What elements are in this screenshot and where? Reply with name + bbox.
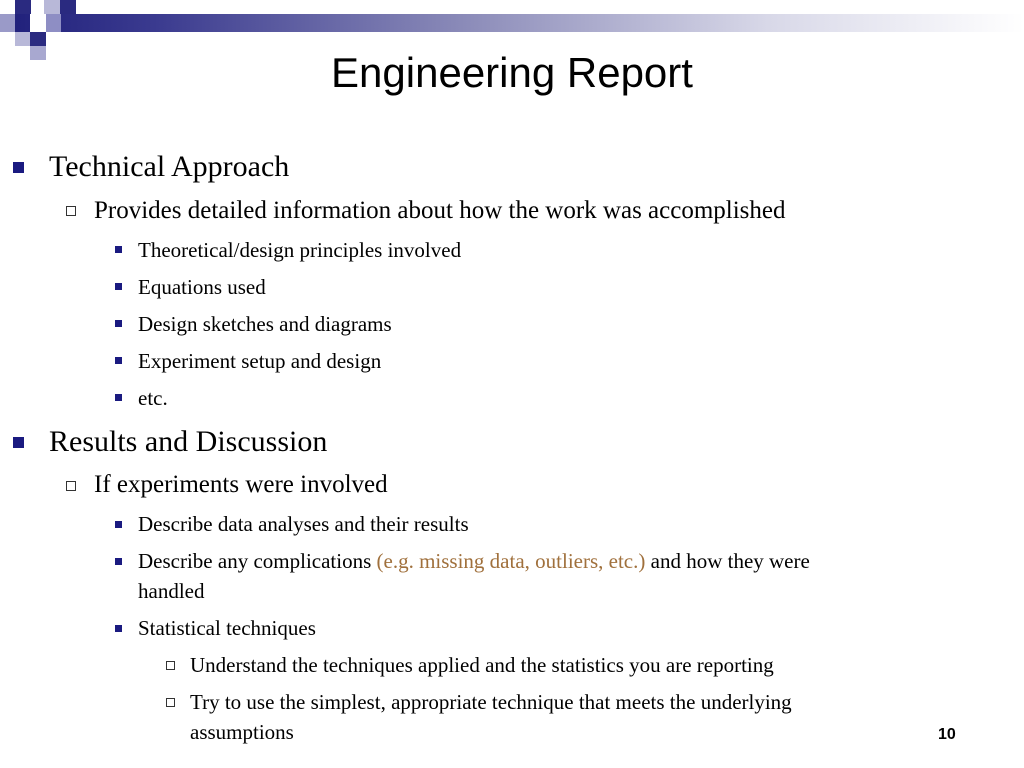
complications-examples: (e.g. missing data, outliers, etc.)	[376, 549, 646, 573]
decor-square	[60, 0, 76, 14]
sub-list-item-continuation: assumptions	[190, 720, 294, 744]
bullet-square-icon	[115, 394, 122, 401]
heading-results-discussion: Results and Discussion	[49, 425, 328, 458]
list-item: Design sketches and diagrams	[138, 312, 392, 336]
hollow-square-icon	[166, 698, 175, 707]
header-banner	[0, 14, 1024, 32]
bullet-square-icon	[115, 357, 122, 364]
page-number: 10	[938, 726, 956, 743]
list-item: Theoretical/design principles involved	[138, 238, 462, 262]
decor-square	[44, 0, 60, 14]
list-item: Statistical techniques	[138, 616, 316, 640]
decor-square	[30, 14, 46, 32]
bullet-square-icon	[115, 246, 122, 253]
bullet-square-icon	[115, 283, 122, 290]
sub-list-item: Understand the techniques applied and the statistics you are reporting	[190, 653, 774, 677]
hollow-square-icon	[66, 481, 76, 491]
decor-square	[46, 14, 61, 32]
list-item: Equations used	[138, 275, 266, 299]
decor-square	[15, 32, 30, 46]
bullet-square-icon	[115, 320, 122, 327]
list-item: etc.	[138, 386, 168, 410]
complications-text-end: and how they were	[650, 549, 810, 573]
sub-bullet-experiments: If experiments were involved	[94, 471, 388, 498]
heading-technical-approach: Technical Approach	[49, 150, 290, 183]
hollow-square-icon	[66, 206, 76, 216]
bullet-square-icon	[115, 521, 122, 528]
bullet-square-icon	[115, 558, 122, 565]
decor-square	[0, 14, 15, 32]
decor-square	[30, 32, 46, 46]
list-item: Describe data analyses and their results	[138, 512, 469, 536]
bullet-square-icon	[13, 162, 24, 173]
hollow-square-icon	[166, 661, 175, 670]
list-item: Experiment setup and design	[138, 349, 382, 373]
list-item-complications	[138, 546, 810, 576]
sub-bullet-detail: Provides detailed information about how the work was accomplished	[94, 197, 786, 224]
list-item-continuation: handled	[138, 579, 205, 603]
bullet-square-icon	[13, 437, 24, 448]
slide-title: Engineering Report	[331, 49, 693, 96]
complications-text: Describe any complications	[138, 549, 372, 573]
decor-square	[15, 0, 31, 14]
bullet-square-icon	[115, 625, 122, 632]
sub-list-item: Try to use the simplest, appropriate technique that meets the underlying	[190, 690, 792, 714]
